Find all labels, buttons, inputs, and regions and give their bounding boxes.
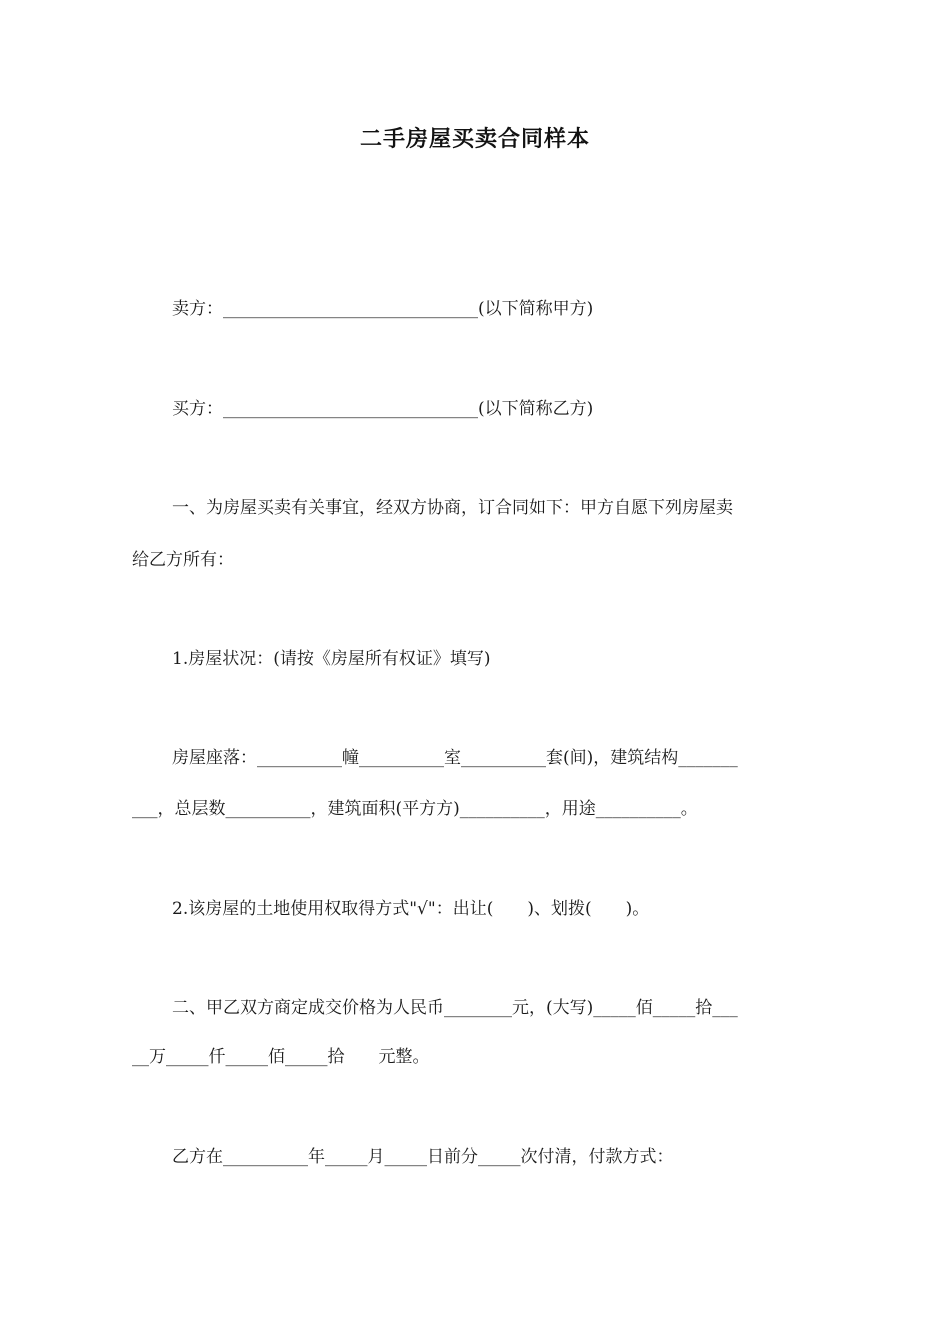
house-location-line-2: ___，总层数__________，建筑面积(平方方)__________，用途__________。 (132, 799, 698, 819)
buyer-line: 买方：______________________________(以下简称乙方) (172, 399, 594, 419)
house-status-line: 1.房屋状况：(请按《房屋所有权证》填写) (172, 649, 491, 669)
price-line-1: 二、甲乙双方商定成交价格为人民币________元，(大写)_____佰_____拾___ (172, 998, 738, 1018)
clause-one-line-2: 给乙方所有： (132, 550, 234, 570)
seller-line: 卖方：______________________________(以下简称甲方) (172, 299, 594, 319)
document-title: 二手房屋买卖合同样本 (359, 127, 590, 152)
price-line-2: __万_____仟_____佰_____拾 元整。 (132, 1047, 430, 1067)
payment-line: 乙方在__________年_____月_____日前分_____次付清，付款方式： (172, 1147, 674, 1167)
clause-one-line-1: 一、为房屋买卖有关事宜，经双方协商，订合同如下：甲方自愿下列房屋卖 (172, 498, 733, 518)
house-location-line-1: 房屋座落：__________幢__________室__________套(间)，建筑结构_______ (172, 748, 738, 768)
land-use-line: 2.该房屋的土地使用权取得方式"√"：出让( )、划拨( )。 (172, 899, 650, 919)
